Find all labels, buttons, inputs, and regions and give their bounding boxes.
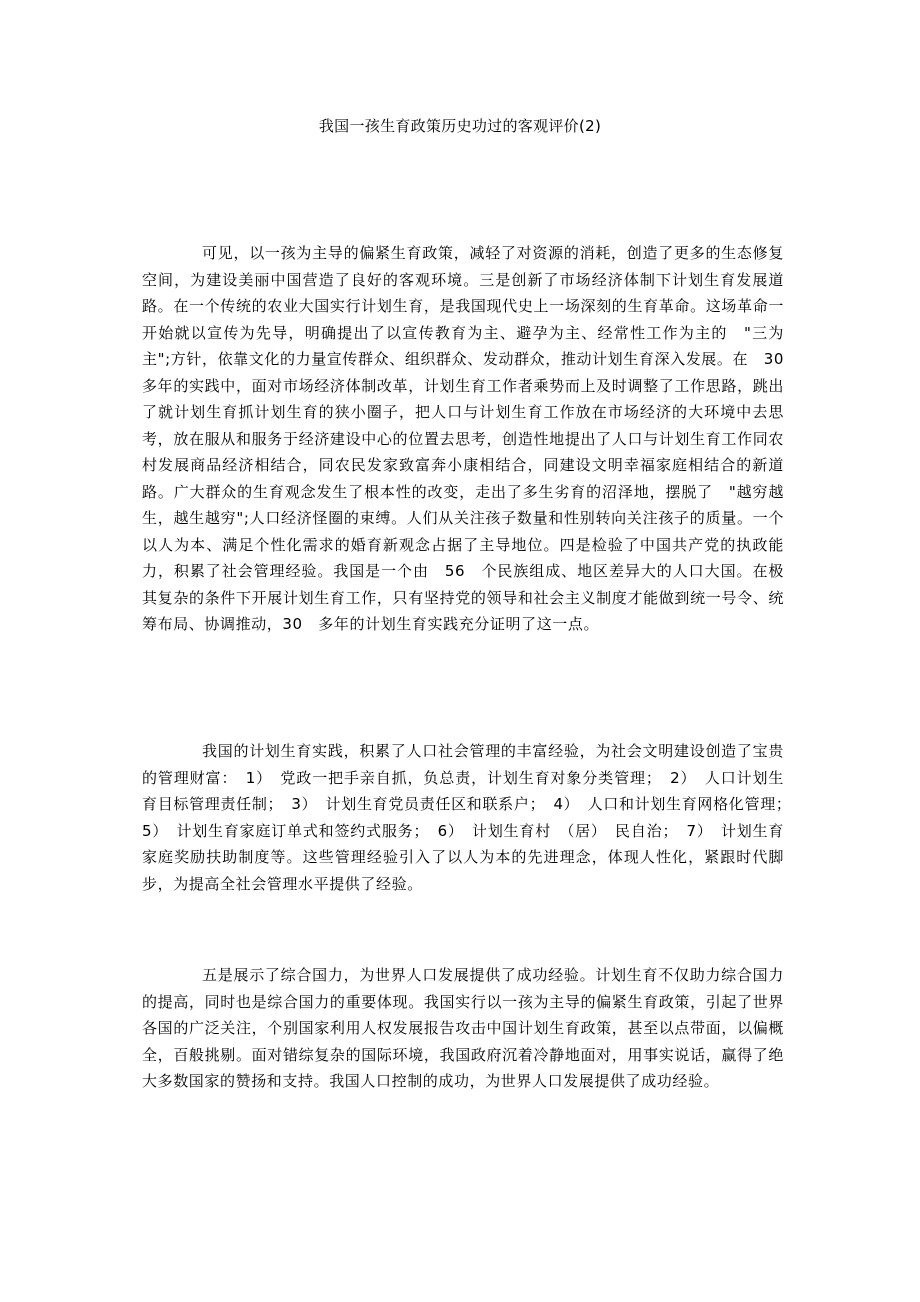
document-title: 我国一孩生育政策历史功过的客观评价(2) [318, 117, 602, 135]
paragraph-3: 五是展示了综合国力，为世界人口发展提供了成功经验。计划生育不仅助力综合国力的提高，同时也是综合国力的重要体现。我国实行以一孩为主导的偏紧生育政策，引起了世界各国的广泛关注，个别国家利用人权发展报告攻击中国计划生育政策，甚至以点带面，以偏概全，百般挑剔。面对错综复杂的国际环境，我国政府沉着冷静地面对，用事实说话，赢得了绝大多数国家的赞扬和支持。我国人口控制的成功，为世界人口发展提供了成功经验。 [142, 966, 784, 1090]
paragraph-1: 可见，以一孩为主导的偏紧生育政策，减轻了对资源的消耗，创造了更多的生态修复空间，为建设美丽中国营造了良好的客观环境。三是创新了市场经济体制下计划生育发展道路。在一个传统的农业大国实行计划生育，是我国现代史上一场深刻的生育革命。这场革命一开始就以宣传为先导，明确提出了以宣传教育为主、避孕为主、经常性工作为主的 "三为主";方针，依靠文化的力量宣传群众、组织群众、发动群众，推动计划生育深入发展。在 30 多年的实践中，面对市场经济体制改革，计划生育工作者乘势而上及时调整了工作思路，跳出了就计划生育抓计划生育的狭小圈子，把人口与计划生育工作放在市场经济的大环境中去思考，放在服从和服务于经济建设中心的位置去思考，创造性地提出了人口与计划生育工作同农村发展商品经济相结合，同农民发家致富奔小康相结合，同建设文明幸福家庭相结合的新道路。广大群众的生育观念发生了根本性的改变，走出了多生劣育的沼泽地，摆脱了 "越穷越生，越生越穷";人口经济怪圈的束缚。人们从关注孩子数量和性别转向关注孩子的质量。一个以人为本、满足个性化需求的婚育新观念占据了主导地位。四是检验了中国共产党的执政能力，积累了社会管理经验。我国是一个由 56 个民族组成、地区差异大的人口大国。在极其复杂的条件下开展计划生育工作，只有坚持党的领导和社会主义制度才能做到统一号令、统筹布局、协调推动，30 多年的计划生育实践充分证明了这一点。 [142, 244, 800, 633]
paragraph-2: 我国的计划生育实践，积累了人口社会管理的丰富经验，为社会文明建设创造了宝贵的管理财富： 1） 党政一把手亲自抓，负总责，计划生育对象分类管理； 2） 人口计划生育目标管理责任制； 3） 计划生育党员责任区和联系户； 4） 人口和计划生育网格化管理； 5） 计划生育家庭订单式和签约式服务； 6） 计划生育村 （居） 民自治； 7） 计划生育家庭奖励扶助制度等。这些管理经验引入了以人为本的先进理念，体现人性化，紧跟时代脚步，为提高全社会管理水平提供了经验。 [142, 742, 800, 893]
